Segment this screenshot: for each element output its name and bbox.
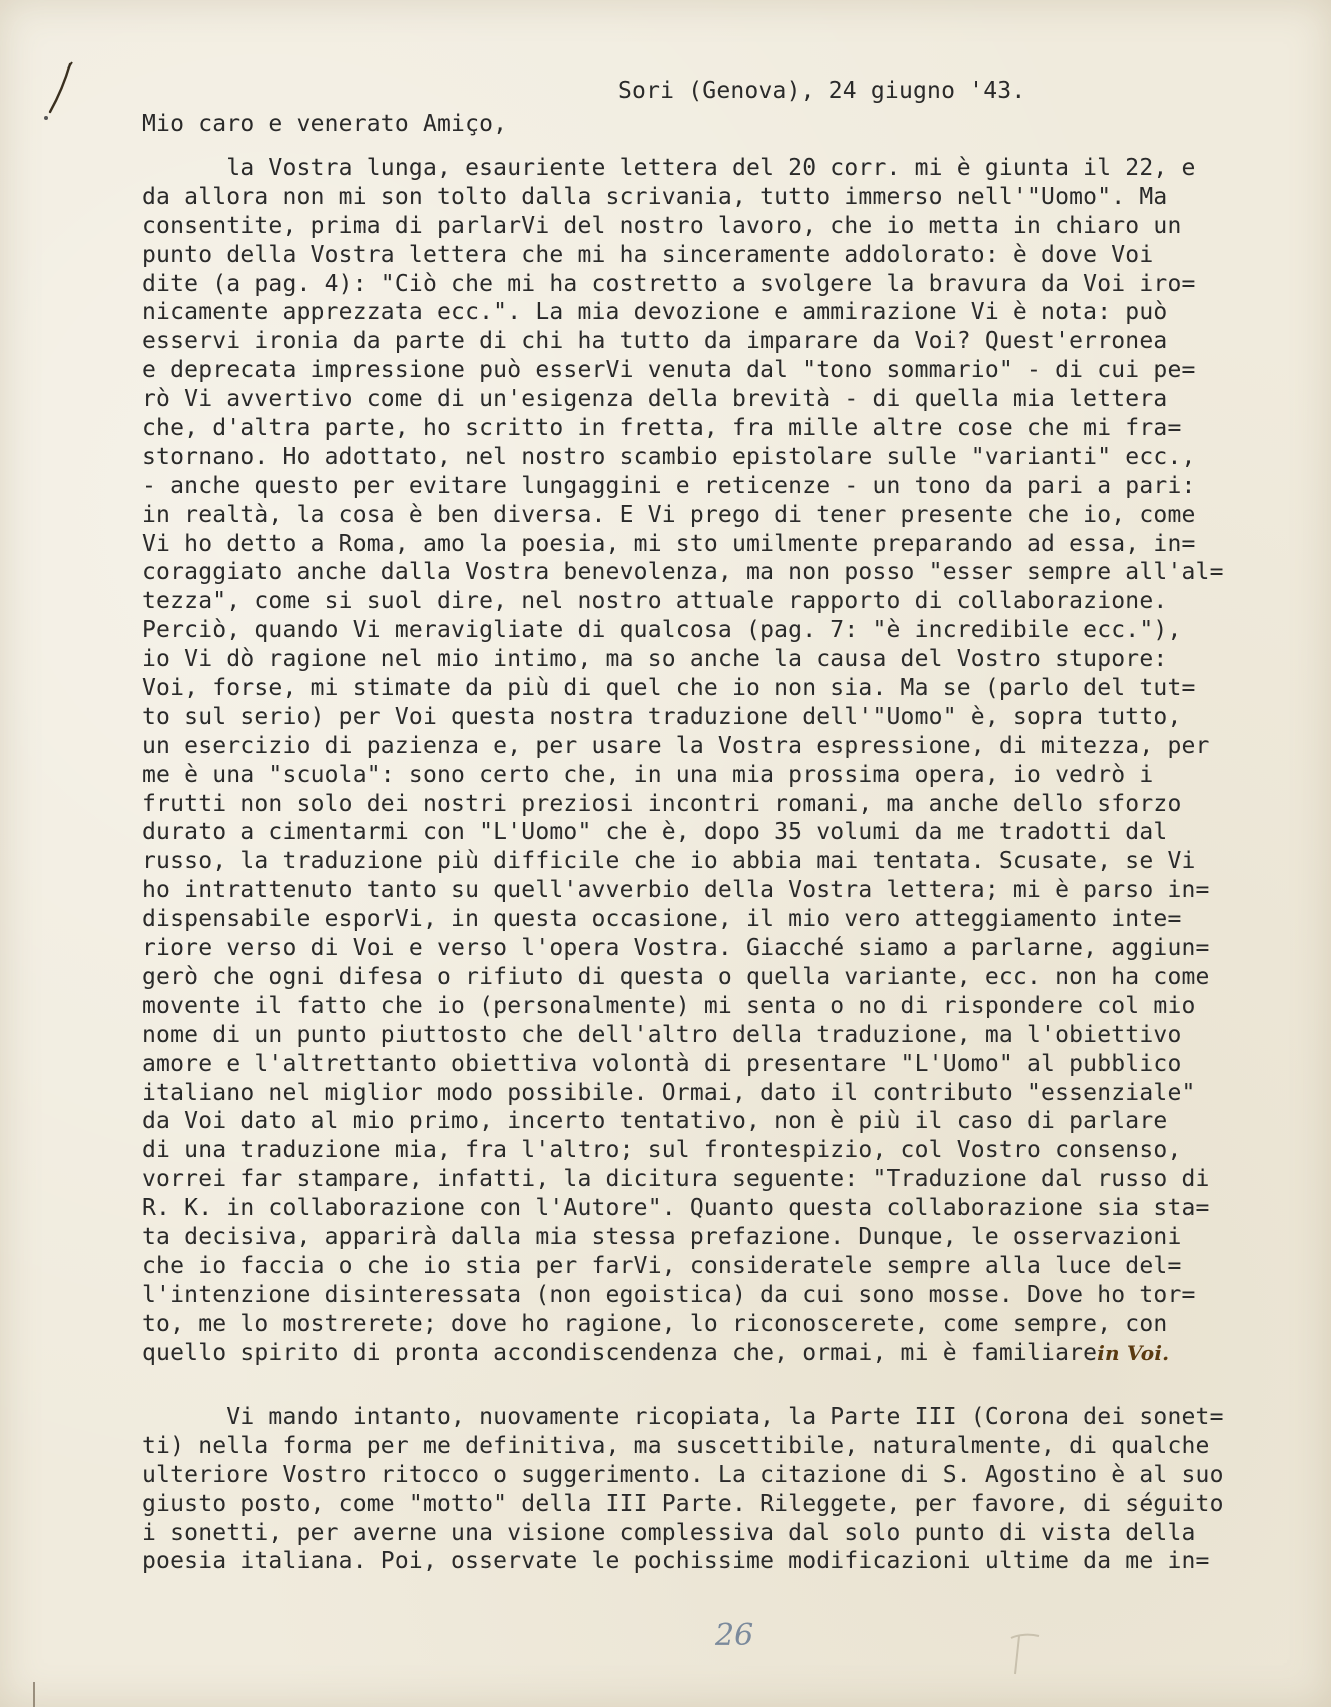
text-line: ta decisiva, apparirà dalla mia stessa prefazione. Dunque, le osservazioni xyxy=(142,1223,1182,1250)
text-line: di una traduzione mia, fra l'altro; sul frontespizio, col Vostro consenso, xyxy=(142,1137,1182,1164)
page-number: 26 xyxy=(715,1618,754,1653)
text-line: frutti non solo dei nostri preziosi incontri romani, ma anche dello sforzo xyxy=(142,790,1182,817)
text-line: R. K. in collaborazione con l'Autore". Quanto questa collaborazione sia sta= xyxy=(142,1195,1210,1222)
text-line: ti) nella forma per me definitiva, ma suscettibile, naturalmente, di qualche xyxy=(142,1432,1210,1459)
text-line: to sul serio) per Voi questa nostra traduzione dell'"Uomo" è, sopra tutto, xyxy=(142,703,1182,730)
text-line: to, me lo mostrerete; dove ho ragione, lo riconoscerete, come sempre, con xyxy=(142,1310,1168,1337)
text-line: Vi mando intanto, nuovamente ricopiata, la Parte III (Corona dei sonet= xyxy=(142,1404,1224,1430)
text-line: da Voi dato al mio primo, incerto tentativo, non è più il caso di parlare xyxy=(142,1108,1168,1135)
dateline: Sori (Genova), 24 giugno '43. xyxy=(618,78,1026,104)
text-line: ho intrattenuto tanto su quell'avverbio della Vostra lettera; mi è parso in= xyxy=(142,877,1210,904)
text-line: Voi, forse, mi stimate da più di quel che io non sia. Ma se (parlo del tut= xyxy=(142,675,1196,702)
faint-pencil-mark xyxy=(1005,1628,1045,1678)
handwritten-slash-mark xyxy=(38,60,78,130)
text-line: italiano nel miglior modo possibile. Ormai, dato il contributo "essenziale" xyxy=(142,1079,1196,1106)
text-line: nome di un punto piuttosto che dell'altro della traduzione, ma l'obiettivo xyxy=(142,1021,1182,1048)
text-line: che, d'altra parte, ho scritto in fretta, fra mille altre cose che mi fra= xyxy=(142,415,1182,442)
text-line: giusto posto, come "motto" della III Parte. Rileggete, per favore, di séguito xyxy=(142,1490,1224,1517)
text-line: amore e l'altrettanto obiettiva volontà di presentare "L'Uomo" al pubblico xyxy=(142,1050,1182,1077)
text-line: movente il fatto che io (personalmente) mi senta o no di rispondere col mio xyxy=(142,992,1196,1019)
text-line: vorrei far stampare, infatti, la dicitura seguente: "Traduzione dal russo di xyxy=(142,1166,1210,1193)
text-line: russo, la traduzione più difficile che io abbia mai tentata. Scusate, se Vi xyxy=(142,848,1196,875)
text-line: da allora non mi son tolto dalla scrivania, tutto immerso nell'"Uomo". Ma xyxy=(142,183,1168,210)
text-line: Vi ho detto a Roma, amo la poesia, mi sto umilmente preparando ad essa, in= xyxy=(142,530,1196,557)
text-line-last xyxy=(142,1339,1224,1368)
text-line: stornano. Ho adottato, nel nostro scambio epistolare sulle "varianti" ecc., xyxy=(142,443,1196,470)
text-line: consentite, prima di parlarVi del nostro lavoro, che io metta in chiaro un xyxy=(142,212,1182,239)
text-line: un esercizio di pazienza e, per usare la Vostra espressione, di mitezza, per xyxy=(142,732,1210,759)
text-line: ulteriore Vostro ritocco o suggerimento. La citazione di S. Agostino è al suo xyxy=(142,1461,1224,1488)
handwritten-insert: in Voi. xyxy=(1097,1340,1170,1365)
text-line: rò Vi avvertivo come di un'esigenza della brevità - di quella mia lettera xyxy=(142,386,1168,413)
text-line: l'intenzione disinteressata (non egoistica) da cui sono mosse. Dove ho tor= xyxy=(142,1281,1196,1308)
text-line: tezza", come si suol dire, nel nostro attuale rapporto di collaborazione. xyxy=(142,588,1168,615)
text-line: - anche questo per evitare lungaggini e reticenze - un tono da pari a pari: xyxy=(142,472,1196,499)
text-line: durato a cimentarmi con "L'Uomo" che è, dopo 35 volumi da me tradotti dal xyxy=(142,819,1168,846)
text-line: riore verso di Voi e verso l'opera Vostra. Giacché siamo a parlarne, aggiun= xyxy=(142,935,1210,962)
text-line: Perciò, quando Vi meravigliate di qualcosa (pag. 7: "è incredibile ecc."), xyxy=(142,617,1182,644)
text-line: e deprecata impressione può esserVi venuta dal "tono sommario" - di cui pe= xyxy=(142,357,1196,384)
text-line: coraggiato anche dalla Vostra benevolenza, ma non posso "esser sempre all'al= xyxy=(142,559,1224,586)
paragraph-2 xyxy=(142,1403,1224,1576)
text-line: punto della Vostra lettera che mi ha sinceramente addolorato: è dove Voi xyxy=(142,241,1154,268)
text-line: i sonetti, per averne una visione complessiva dal solo punto di vista della xyxy=(142,1519,1196,1546)
text-line: che io faccia o che io stia per farVi, consideratele sempre alla luce del= xyxy=(142,1252,1182,1279)
text-line: io Vi dò ragione nel mio intimo, ma so anche la causa del Vostro stupore: xyxy=(142,646,1168,673)
text-line: gerò che ogni difesa o rifiuto di questa o quella variante, ecc. non ha come xyxy=(142,963,1210,990)
text-line: esservi ironia da parte di chi ha tutto da imparare da Voi? Quest'erronea xyxy=(142,328,1168,355)
salutation: Mio caro e venerato Amiço, xyxy=(142,111,508,137)
paragraph-1 xyxy=(142,154,1224,1367)
corner-bracket-mark xyxy=(30,1682,48,1707)
text-line: nicamente apprezzata ecc.". La mia devozione e ammirazione Vi è nota: può xyxy=(142,299,1168,326)
text-line-last-typed: quello spirito di pronta accondiscendenza che, ormai, mi è familiare xyxy=(142,1339,1098,1366)
text-line: la Vostra lunga, esauriente lettera del 20 corr. mi è giunta il 22, e xyxy=(142,155,1196,181)
text-line: dispensabile esporVi, in questa occasione, il mio vero atteggiamento inte= xyxy=(142,906,1182,933)
text-line: dite (a pag. 4): "Ciò che mi ha costretto a svolgere la bravura da Voi iro= xyxy=(142,270,1196,297)
text-line: in realtà, la cosa è ben diversa. E Vi prego di tener presente che io, come xyxy=(142,501,1196,528)
text-line: me è una "scuola": sono certo che, in una mia prossima opera, io vedrò i xyxy=(142,761,1154,788)
text-line: poesia italiana. Poi, osservate le pochissime modificazioni ultime da me in= xyxy=(142,1548,1210,1575)
